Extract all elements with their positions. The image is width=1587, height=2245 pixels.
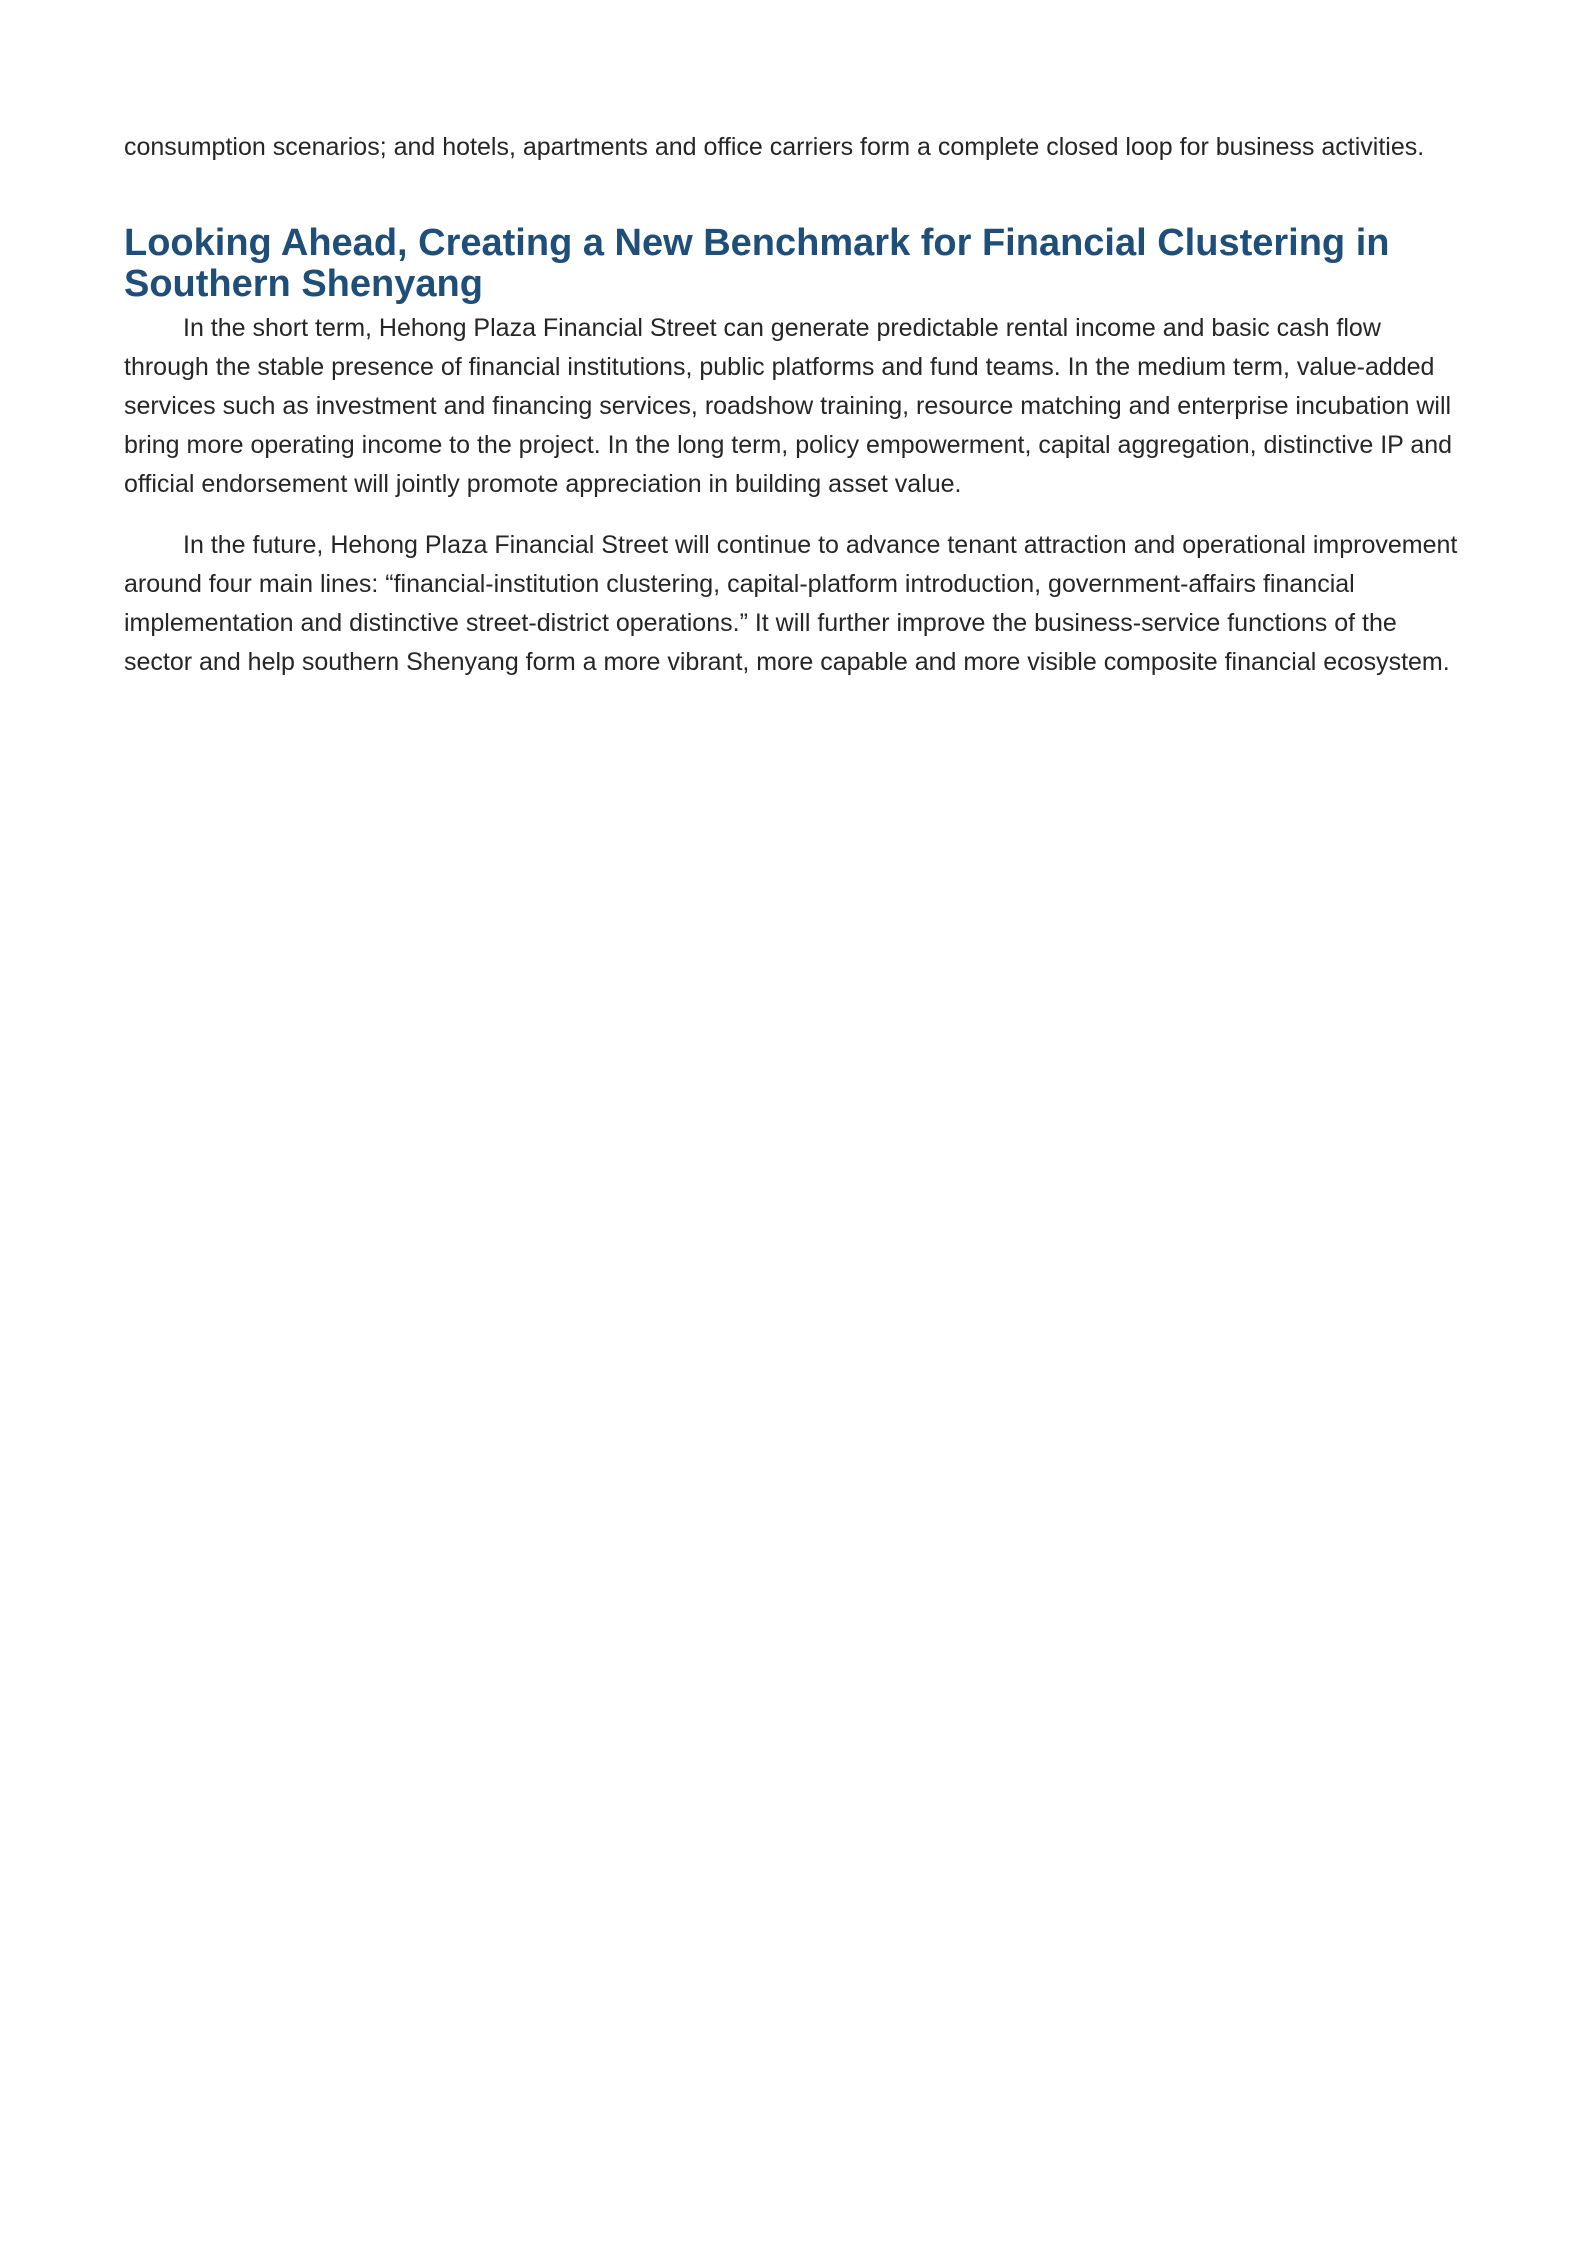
paragraph-spacer — [124, 504, 1463, 526]
body-paragraph-future: In the future, Hehong Plaza Financial Street will continue to advance tenant attraction and operational improvement around four main lines: “financial-institution clustering, capital-platform introduction, government-affairs financial implementation and distinctive street-district operations.” It will further improve the business-service functions of the sector and help southern Shenyang form a more vibrant, more capable and more visible composite financial ecosystem. — [124, 531, 1458, 676]
continuation-paragraph: consumption scenarios; and hotels, apartments and office carriers form a complete closed loop for business activities. — [124, 133, 1425, 161]
section-heading: Looking Ahead, Creating a New Benchmark for Financial Clustering in Southern Shenyang — [124, 222, 1390, 305]
body-paragraph-outlook: In the short term, Hehong Plaza Financial Street can generate predictable rental income and basic cash flow through the stable presence of financial institutions, public platforms and fund teams. In the medium term, value-added services such as investment and financing services, roadshow training, resource matching and enterprise incubation will bring more operating income to the project. In the long term, policy empowerment, capital aggregation, distinctive IP and official endorsement will jointly promote appreciation in building asset value. — [124, 314, 1453, 498]
